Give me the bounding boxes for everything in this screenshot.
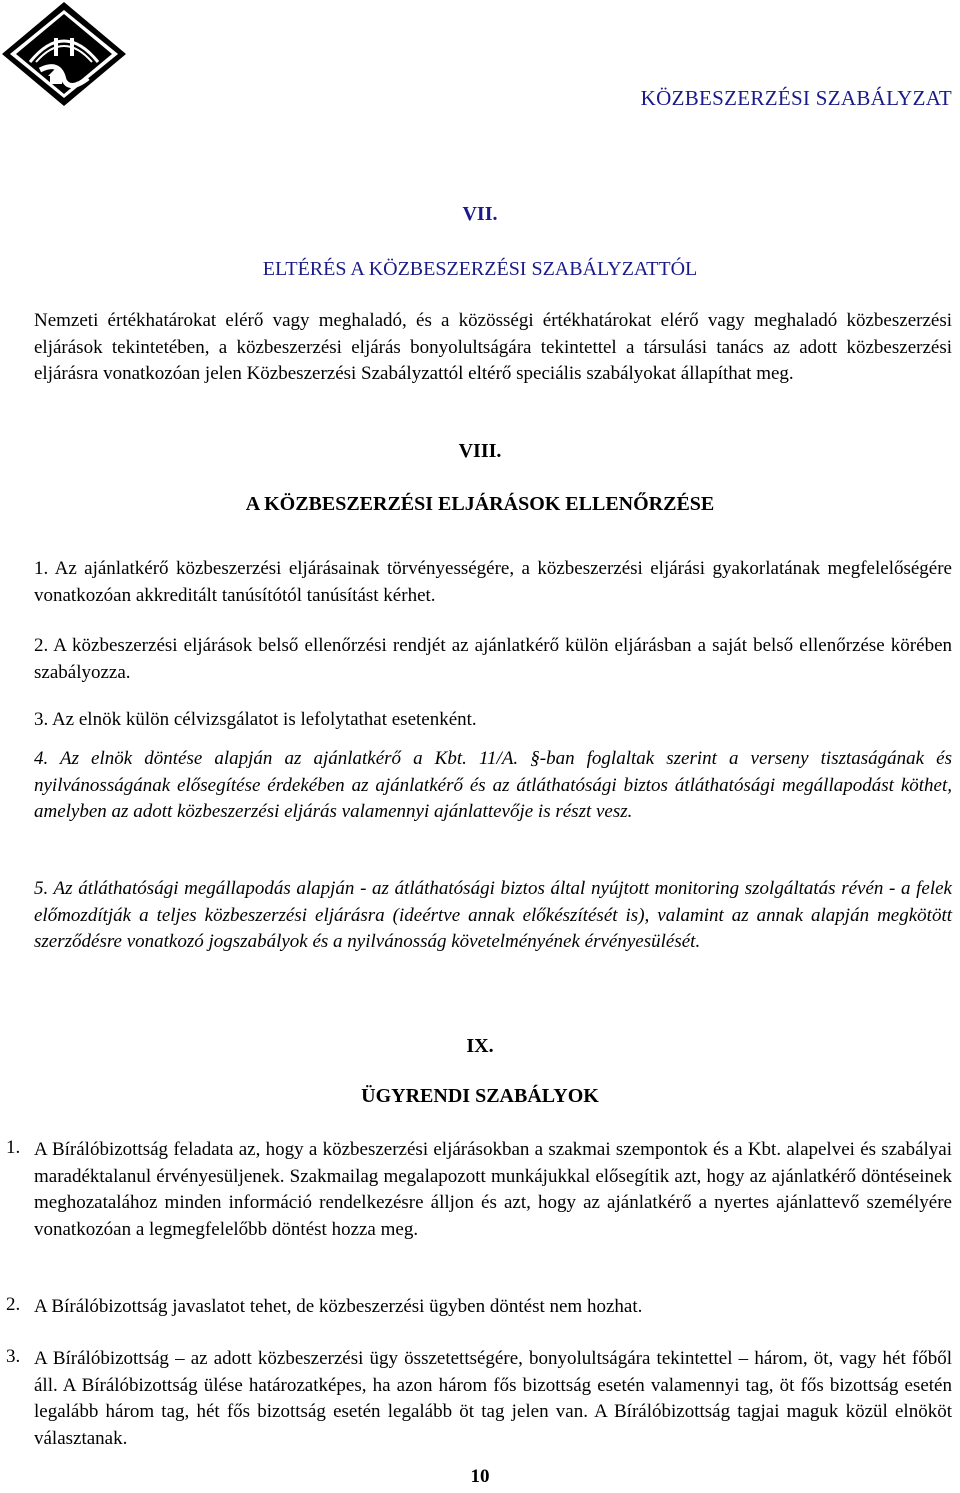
section-9-item-3-number: 3.	[6, 1346, 21, 1367]
document-header-title: KÖZBESZERZÉSI SZABÁLYZAT	[640, 86, 952, 110]
section-9-item-1-text: A Bírálóbizottság feladata az, hogy a közbeszerzési eljárásokban a szakmai szempontok és a Kbt. alapelvei és szabályai maradéktalanul érvényesüljenek. Szakmailag megalapozott munkájukkal elősegítik azt, hogy az ajánlatkérő döntéseinek meghozatalához minden információ rendelkezésre álljon és azt, hogy az ajánlatkérő a nyertes ajánlattevő személyére vonatkozóan a legmegfelelőbb döntést hozza meg.	[34, 1139, 952, 1240]
section-8-item-4: 4. Az elnök döntése alapján az ajánlatkérő a Kbt. 11/A. §-ban foglaltak szerint a verseny tisztaságának és nyilvánosságának elősegítése érdekében az ajánlatkérő és az átláthatósági biztos átláthatósági megállapodást köthet, amelyben az adott közbeszerzési eljárás valamennyi ajánlattevője is részt vesz.	[34, 748, 952, 822]
section-8-title: A KÖZBESZERZÉSI ELJÁRÁSOK ELLENŐRZÉSE	[245, 493, 715, 515]
section-7-number: VII.	[462, 203, 498, 225]
section-8-number: VIII.	[458, 440, 502, 462]
section-8-item-2: 2. A közbeszerzési eljárások belső ellenőrzési rendjét az ajánlatkérő külön eljárásban a saját belső ellenőrzése körében szabályozza.	[34, 635, 952, 683]
section-9-item-2-number: 2.	[6, 1294, 21, 1315]
section-8-item-1: 1. Az ajánlatkérő közbeszerzési eljárásainak törvényességére, a közbeszerzési eljárási gyakorlatának megfelelőségére vonatkozóan akkreditált tanúsítótól tanúsítást kérhet.	[34, 558, 952, 606]
section-9-item-2-text: A Bírálóbizottság javaslatot tehet, de közbeszerzési ügyben döntést nem hozhat.	[34, 1296, 643, 1317]
section-7-paragraph: Nemzeti értékhatárokat elérő vagy meghaladó, és a közösségi értékhatárokat elérő vagy meghaladó közbeszerzési eljárások tekintetében, a közbeszerzési eljárás bonyolultságára tekintettel a társulási tanács az adott közbeszerzési eljárásra vonatkozóan jelen Közbeszerzési Szabályzattól eltérő speciális szabályokat állapíthat meg.	[34, 310, 952, 384]
section-9-item-1-number: 1.	[6, 1137, 21, 1158]
section-8-item-3: 3. Az elnök külön célvizsgálatot is lefolytathat esetenként.	[34, 709, 477, 730]
page-number: 10	[470, 1466, 490, 1487]
section-8-item-5: 5. Az átláthatósági megállapodás alapján - az átláthatósági biztos által nyújtott monitoring szolgáltatás révén - a felek előmozdítják a teljes közbeszerzési eljárásra (ideértve annak előkészítését is), valamint az annak alapján megkötött szerződésre vonatkozó jogszabályok és a nyilvánosság követelményének érvényesülését.	[34, 878, 952, 952]
section-9-title: ÜGYRENDI SZABÁLYOK	[361, 1085, 599, 1107]
section-9-item-3-text: A Bírálóbizottság – az adott közbeszerzési ügy összetettségére, bonyolultságára tekintettel – három, öt, vagy hét főből áll. A Bírálóbizottság ülése határozatképes, ha azon három fős bizottság esetén valamennyi tag, öt fős bizottság esetén legalább három tag, hét fős bizottság esetén legalább öt tag jelen van. A Bírálóbizottság tagjai maguk közül elnököt választanak.	[34, 1348, 952, 1449]
section-9-number: IX.	[466, 1035, 494, 1057]
section-7-title: ELTÉRÉS A KÖZBESZERZÉSI SZABÁLYZATTÓL	[262, 258, 698, 280]
municipal-emblem-icon	[0, 0, 128, 108]
